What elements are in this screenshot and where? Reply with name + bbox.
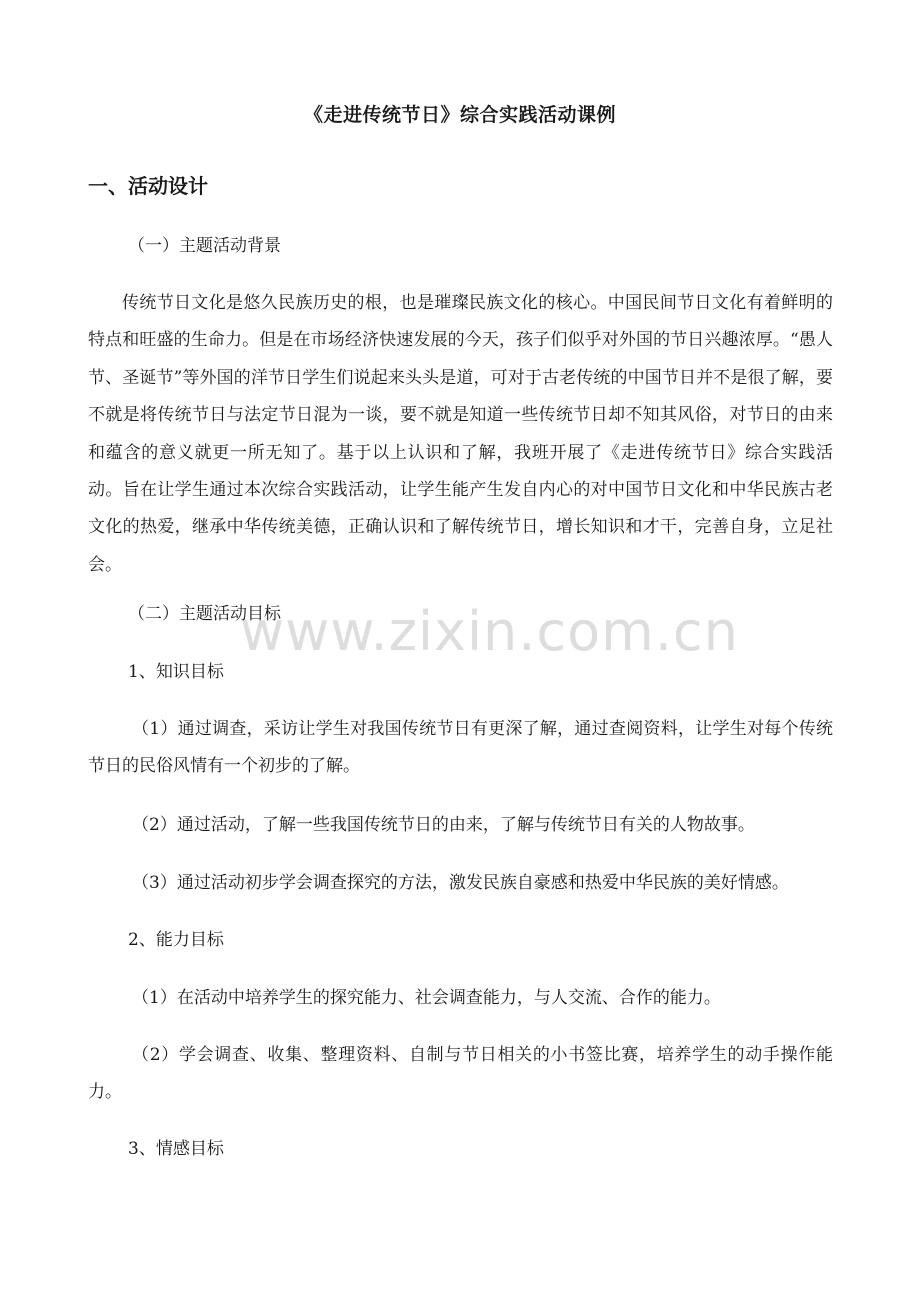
section-heading-activity-design: 一、活动设计 <box>88 174 208 198</box>
goal-heading-knowledge: 1、知识目标 <box>128 662 224 682</box>
subsection-heading-goals: （二）主题活动目标 <box>128 604 281 624</box>
goal-heading-emotion: 3、情感目标 <box>128 1139 224 1159</box>
knowledge-goal-item-1: （1）通过调查，采访让学生对我国传统节日有更深了解，通过查阅资料，让学生对每个传统节日的民俗风情有一个初步的了解。 <box>88 719 833 777</box>
knowledge-goal-item-2: （2）通过活动，了解一些我国传统节日的由来，了解与传统节日有关的人物故事。 <box>132 815 755 835</box>
ability-goal-item-1: （1）在活动中培养学生的探究能力、社会调查能力，与人交流、合作的能力。 <box>132 988 721 1008</box>
knowledge-goal-item-3: （3）通过活动初步学会调查探究的方法，激发民族自豪感和热爱中华民族的美好情感。 <box>132 873 789 893</box>
goal-heading-ability: 2、能力目标 <box>128 930 224 950</box>
ability-goal-item-2: （2）学会调查、收集、整理资料、自制与节日相关的小书签比赛，培养学生的动手操作能力。 <box>88 1045 833 1103</box>
document-title: 《走进传统节日》综合实践活动课例 <box>303 104 616 126</box>
watermark: www.zixin.com.cn <box>240 600 739 663</box>
subsection-heading-background: （一）主题活动背景 <box>128 236 281 256</box>
background-paragraph: 传统节日文化是悠久民族历史的根，也是璀璨民族文化的核心。中国民间节日文化有着鲜明的特点和旺盛的生命力。但是在市场经济快速发展的今天，孩子们似乎对外国的节日兴趣浓厚。“愚人节、圣诞节”等外国的洋节日学生们说起来头头是道，可对于古老传统的中国节日并不是很了解，要不就是将传统节日与法定节日混为一谈，要不就是知道一些传统节日却不知其风俗，对节日的由来和蕴含的意义就更一所无知了。基于以上认识和了解，我班开展了《走进传统节日》综合实践活动。旨在让学生通过本次综合实践活动，让学生能产生发自内心的对中国节日文化和中华民族古老文化的热爱，继承中华传统美德，正确认识和了解传统节日，增长知识和才干，完善自身，立足社会。 <box>88 293 833 575</box>
